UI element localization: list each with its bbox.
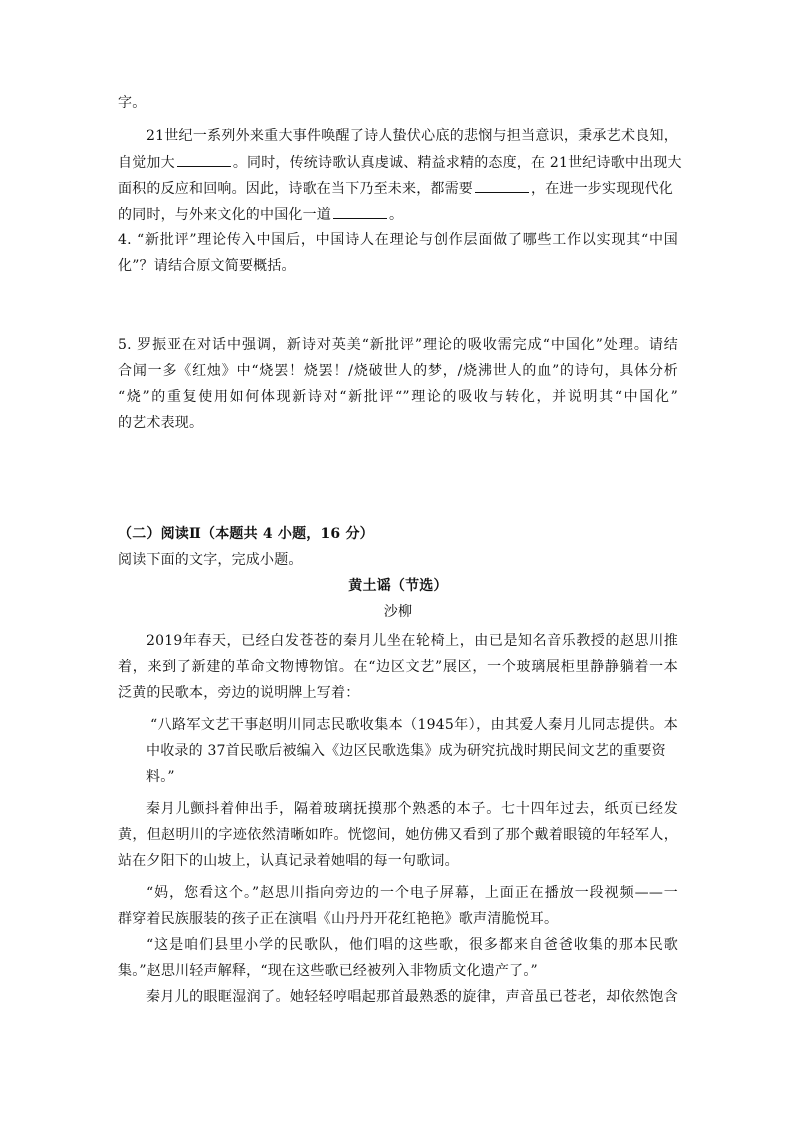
question-5-cont: “烧”的重复使用如何体现新诗对“新批评“”理论的吸收与转化，并说明其“中国化” — [118, 389, 678, 405]
article-title: 黄土谣（节选） — [348, 578, 448, 594]
quote-line: “八路军文艺干事赵明川同志民歌收集本（1945年），由其爱人秦月儿同志提供。本 — [150, 717, 678, 733]
text-line: “这是咱们县里小学的民歌队，他们唱的这些歌，很多都来自爸爸收集的那本民歌 — [146, 937, 678, 953]
quote-line: 中收录的 37首民歌后被编入《边区民歌选集》成为研究抗战时期民间文艺的重要资 — [146, 743, 666, 759]
text-segment: ，在进一步实现现代化 — [531, 181, 673, 197]
text-segment: 自觉加大 — [118, 155, 175, 171]
text-line: 2019年春天，已经白发苍苍的秦月儿坐在轮椅上，由已是知名音乐教授的赵思川推 — [146, 633, 678, 649]
text-line: “妈，您看这个。”赵思川指向旁边的一个电子屏幕，上面正在播放一段视频——一 — [146, 885, 678, 901]
text-line: 21世纪一系列外来重大事件唤醒了诗人蛰伏心底的悲悯与担当意识，秉承艺术良知， — [146, 128, 678, 144]
text-line: 秦月儿颤抖着伸出手，隔着玻璃抚摸那个熟悉的本子。七十四年过去，纸页已经发 — [146, 801, 678, 817]
quote-line: 料。” — [146, 769, 175, 785]
section-heading: （二）阅读Ⅱ（本题共 4 小题，16 分） — [118, 526, 374, 542]
text-line: 黄，但赵明川的字迹依然清晰如昨。恍惚间，她仿佛又看到了那个戴着眼镜的年轻军人， — [118, 827, 678, 843]
question-4: 4. “新批评”理论传入中国后，中国诗人在理论与创作层面做了哪些工作以实现其“中国 — [118, 232, 678, 248]
text-line: 秦月儿的眼眶湿润了。她轻轻哼唱起那首最熟悉的旋律，声音虽已苍老，却依然饱含 — [146, 989, 678, 1005]
question-5-cont: 合闻一多《红烛》中“烧罢！烧罢！/烧破世人的梦，/烧沸世人的血”的诗句，具体分析 — [118, 363, 678, 379]
article-author: 沙柳 — [383, 604, 413, 620]
text-line-with-blank — [118, 152, 682, 173]
section-instruction: 阅读下面的文字，完成小题。 — [118, 552, 303, 568]
text-segment: 。同时，传统诗歌认真虔诚、精益求精的态度，在 21世纪诗歌中出现大 — [232, 155, 682, 171]
text-line: 着，来到了新建的革命文物博物馆。在“边区文艺”展区，一个玻璃展柜里静静躺着一本 — [118, 659, 678, 675]
text-line: 站在夕阳下的山坡上，认真记录着她唱的每一句歌词。 — [118, 853, 459, 869]
fill-in-blank — [475, 178, 529, 193]
question-5-cont: 的艺术表现。 — [118, 415, 204, 431]
text-segment: 的同时，与外来文化的中国化一道 — [118, 207, 331, 223]
text-segment: 面积的反应和回响。因此，诗歌在当下乃至未来，都需要 — [118, 181, 473, 197]
question-4-cont: 化”？请结合原文简要概括。 — [118, 258, 296, 274]
text-line: 群穿着民族服装的孩子正在演唱《山丹丹开花红艳艳》歌声清脆悦耳。 — [118, 911, 559, 927]
text-line: 字。 — [118, 95, 147, 111]
text-line: 泛黄的民歌本，旁边的说明牌上写着： — [118, 685, 360, 701]
text-line-with-blank — [118, 204, 678, 225]
fill-in-blank — [333, 204, 387, 219]
text-line: 集。”赵思川轻声解释，“现在这些歌已经被列入非物质文化遗产了。” — [118, 963, 538, 979]
text-line-with-blank — [118, 178, 678, 199]
fill-in-blank — [177, 152, 231, 167]
text-segment: 。 — [389, 207, 404, 223]
question-5: 5. 罗振亚在对话中强调，新诗对英美“新批评”理论的吸收需完成“中国化”处理。请结 — [118, 337, 678, 353]
